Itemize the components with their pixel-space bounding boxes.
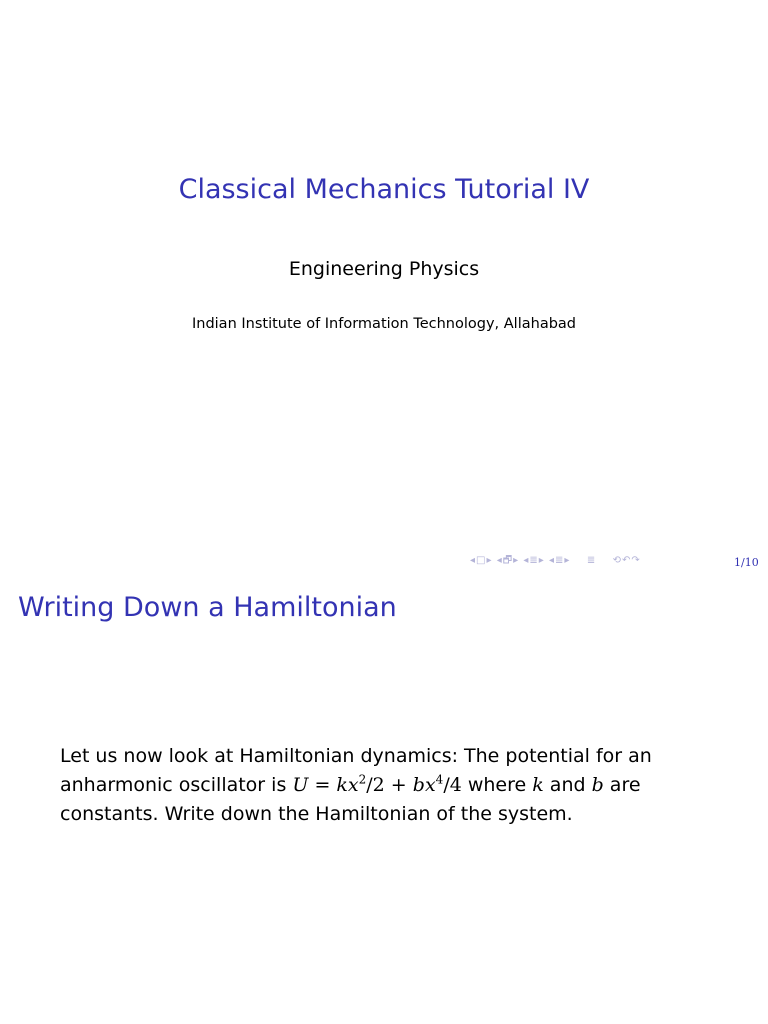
problem-text-and: and xyxy=(543,774,592,796)
presentation-subtitle: Engineering Physics xyxy=(288,258,480,280)
equation-over-2: /2 + xyxy=(366,774,413,796)
problem-text-part3: are constants. Write down the Hamiltonian of the system. xyxy=(60,774,641,825)
subsection-icon[interactable]: 🗗 xyxy=(502,555,514,566)
equation-equals: = xyxy=(308,774,337,796)
frame-icon[interactable]: □ xyxy=(476,555,487,566)
equation-U: U xyxy=(292,774,309,796)
equation-x: x xyxy=(424,774,436,796)
variable-b: b xyxy=(591,774,604,796)
subsection-next-arrow-icon[interactable]: ▸ xyxy=(513,555,520,566)
search-loop-icon[interactable]: ⟲ xyxy=(612,555,622,566)
equation-exponent-2: 2 xyxy=(358,772,367,787)
content-slide xyxy=(0,576,768,1024)
appendix-icon[interactable]: ≣ xyxy=(586,555,597,566)
forward-icon[interactable]: ↷ xyxy=(631,555,641,566)
section-next-arrow-icon[interactable]: ▸ xyxy=(538,555,545,566)
institute-name: Indian Institute of Information Technology, Allahabad xyxy=(191,316,576,332)
equation-x: x xyxy=(347,774,359,796)
equation-exponent-4: 4 xyxy=(435,772,444,787)
problem-text xyxy=(60,742,720,829)
frame-prev-arrow-icon[interactable]: ◂ xyxy=(470,555,477,566)
document-next-arrow-icon[interactable]: ▸ xyxy=(564,555,571,566)
beamer-navigation-bar xyxy=(470,553,641,570)
subsection-prev-arrow-icon[interactable]: ◂ xyxy=(496,555,503,566)
document-prev-arrow-icon[interactable]: ◂ xyxy=(548,555,556,566)
problem-text-part2: where xyxy=(461,774,533,796)
page-number: 1/10 xyxy=(734,556,759,569)
equation-b: b xyxy=(412,774,425,796)
section-prev-arrow-icon[interactable]: ◂ xyxy=(523,555,530,566)
problem-text-part1: Let us now look at Hamiltonian dynamics: The potential for an anharmonic oscillator is xyxy=(60,745,652,796)
document-icon[interactable]: ≣ xyxy=(555,555,565,566)
equation-k: k xyxy=(336,774,348,796)
frame-title: Writing Down a Hamiltonian xyxy=(18,592,397,623)
frame-next-arrow-icon[interactable]: ▸ xyxy=(486,555,493,566)
variable-k: k xyxy=(532,774,544,796)
equation-over-4: /4 xyxy=(443,774,462,796)
section-icon[interactable]: ≣ xyxy=(529,555,539,566)
presentation-title: Classical Mechanics Tutorial IV xyxy=(178,174,590,205)
back-icon[interactable]: ↶ xyxy=(621,555,632,566)
